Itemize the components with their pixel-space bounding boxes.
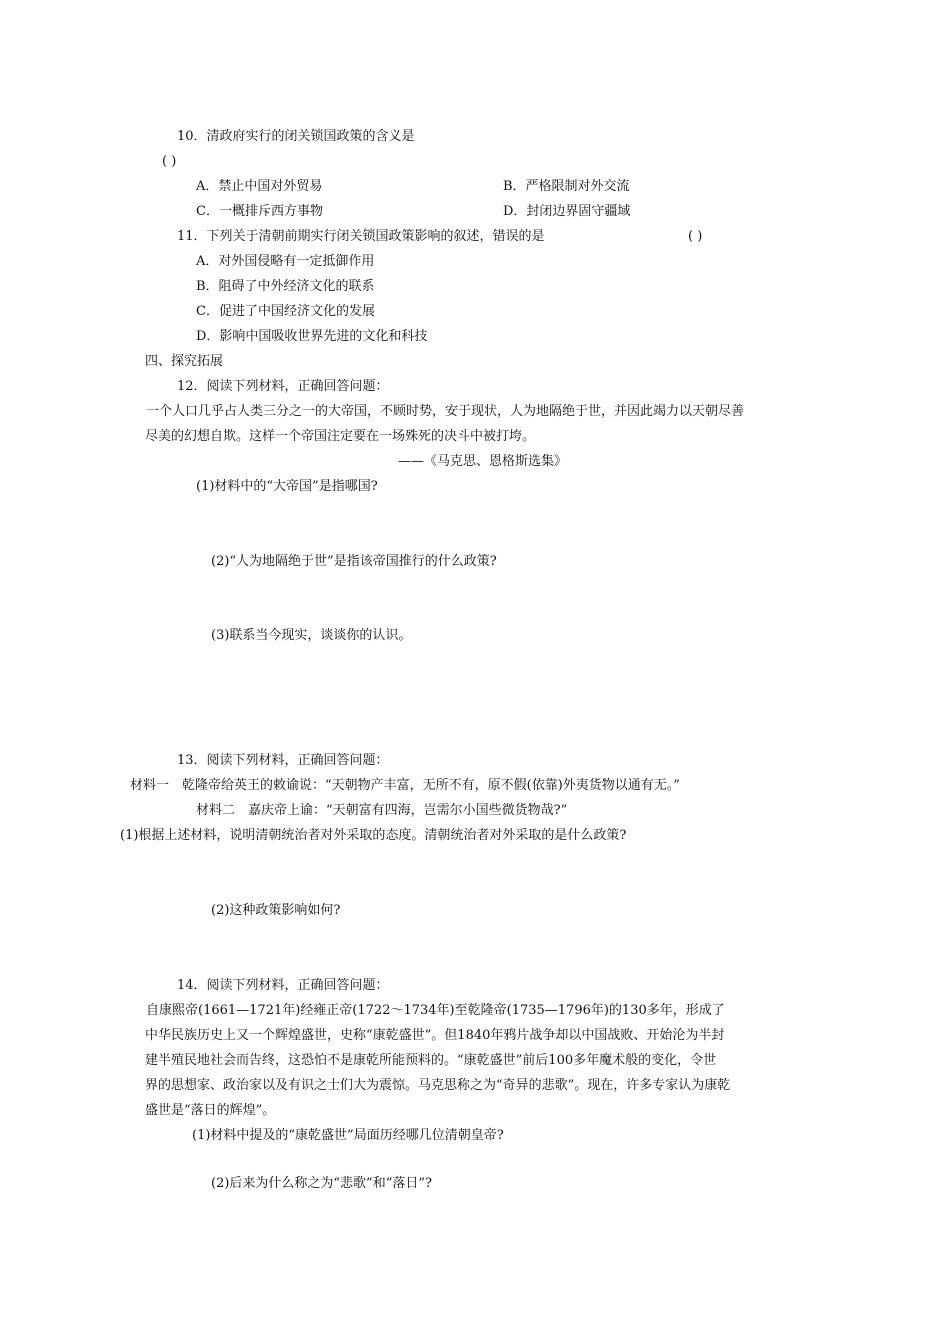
q11-stem: 11．下列关于清朝前期实行闭关锁国政策影响的叙述，错误的是	[177, 229, 545, 244]
q14-material-line: 自康熙帝(1661—1721年)经雍正帝(1722～1734年)至乾隆帝(1735—1796年)的130多年，形成了	[146, 1003, 725, 1018]
q11-option-c: C．促进了中国经济文化的发展	[196, 304, 375, 319]
q14-stem: 14．阅读下列材料，正确回答问题：	[177, 978, 389, 993]
q12-sub-question-1: (1)材料中的“大帝国”是指哪国?	[196, 479, 378, 494]
q12-sub-question-2: (2)“人为地隔绝于世”是指该帝国推行的什么政策?	[211, 554, 497, 569]
q13-stem: 13．阅读下列材料，正确回答问题：	[177, 753, 389, 768]
q12-material-line: 尽美的幻想自欺。这样一个帝国注定要在一场殊死的决斗中被打垮。	[145, 429, 536, 444]
q12-sub-question-3: (3)联系当今现实，谈谈你的认识。	[211, 628, 412, 643]
q10-stem: 10．清政府实行的闭关锁国政策的含义是	[177, 129, 415, 144]
q13-material-1: 材料一 乾隆帝给英王的敕谕说：“天朝物产丰富，无所不有，原不假(依靠)外夷货物以通有无。”	[130, 778, 680, 793]
q14-material-line: 建半殖民地社会而告终，这恐怕不是康乾所能预料的。“康乾盛世”前后100多年魔术般的变化，令世	[145, 1053, 717, 1068]
q12-material-line: 一个人口几乎占人类三分之一的大帝国，不顾时势，安于现状，人为地隔绝于世，并因此竭力以天朝尽善	[146, 404, 745, 419]
q11-option-b: B．阻碍了中外经济文化的联系	[196, 279, 375, 294]
q14-sub-question-2: (2)后来为什么称之为“悲歌”和“落日”?	[211, 1176, 432, 1191]
q14-sub-question-1: (1)材料中提及的“康乾盛世”局面历经哪几位清朝皇帝?	[192, 1128, 504, 1143]
q14-material-line: 盛世是“落日的辉煌”。	[145, 1103, 276, 1118]
q14-material-line: 界的思想家、政治家以及有识之士们大为震惊。马克思称之为“奇异的悲歌”。现在，许多专家认为康乾	[145, 1078, 731, 1093]
q10-answer-bracket: ( )	[162, 154, 177, 169]
q12-source: ——《马克思、恩格斯选集》	[398, 454, 568, 469]
q12-stem: 12．阅读下列材料，正确回答问题：	[177, 379, 389, 394]
q11-option-d: D．影响中国吸收世界先进的文化和科技	[196, 329, 428, 344]
q11-option-a: A．对外国侵略有一定抵御作用	[196, 254, 375, 269]
q13-sub-question-2: (2)这种政策影响如何?	[211, 903, 341, 918]
q14-material-line: 中华民族历史上又一个辉煌盛世，史称“康乾盛世”。但1840年鸦片战争却以中国战败、开始沦为半封	[145, 1028, 725, 1043]
q10-option-c: C．一概排斥西方事物	[196, 204, 323, 219]
q13-sub-question-1: (1)根据上述材料，说明清朝统治者对外采取的态度。清朝统治者对外采取的是什么政策?	[120, 828, 627, 843]
q11-answer-bracket: ( )	[688, 229, 703, 244]
section-heading: 四、探究拓展	[145, 354, 224, 369]
q13-material-2: 材料二 嘉庆帝上谕：“天朝富有四海，岂需尔小国些微货物哉?”	[196, 803, 568, 818]
q10-option-a: A．禁止中国对外贸易	[196, 179, 323, 194]
q10-option-b: B．严格限制对外交流	[503, 179, 630, 194]
q10-option-d: D．封闭边界固守疆域	[503, 204, 631, 219]
